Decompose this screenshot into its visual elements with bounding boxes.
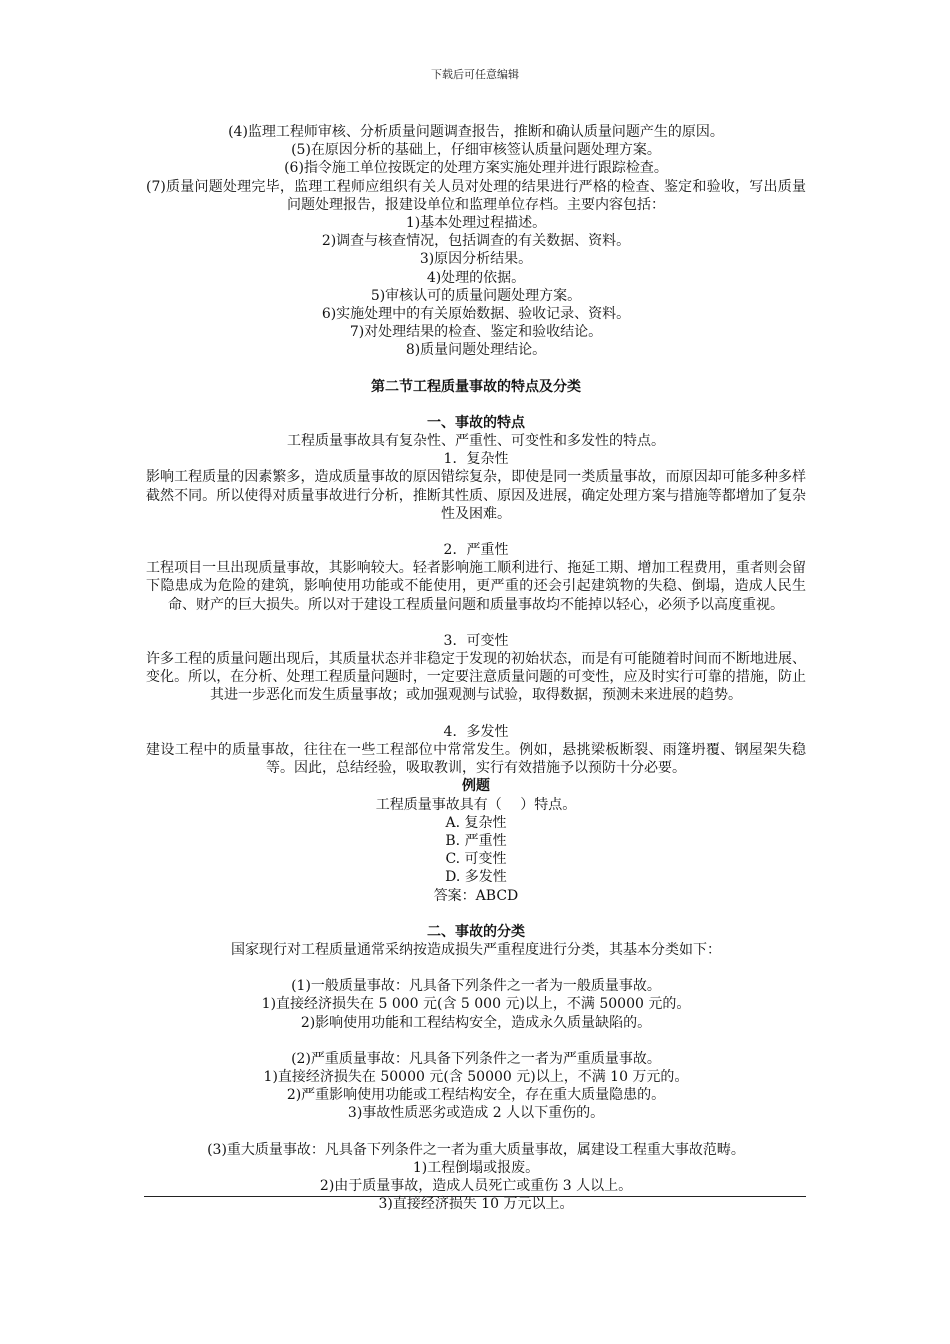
feature-4-title: 4．多发性: [443, 723, 509, 740]
example-label: 例题: [462, 778, 490, 795]
class-1-item: 1)直接经济损失在 5 000 元(含 5 000 元)以上，不满 50000 元的。: [261, 996, 691, 1013]
report-item: 1)基本处理过程描述。: [405, 215, 547, 232]
class-2-item: 3)事故性质恶劣或造成 2 人以下重伤的。: [347, 1105, 605, 1122]
report-item: 2)调查与核查情况，包括调查的有关数据、资料。: [321, 233, 631, 250]
class-3-item: 1)工程倒塌或报废。: [412, 1159, 540, 1176]
example-answer: 答案：ABCD: [433, 887, 519, 904]
section-title: 第二节工程质量事故的特点及分类: [371, 378, 581, 395]
example-option: A. 复杂性: [445, 814, 507, 831]
report-item: 8)质量问题处理结论。: [405, 342, 547, 359]
report-item: 5)审核认可的质量问题处理方案。: [370, 287, 582, 304]
step-6: (6)指令施工单位按既定的处理方案实施处理并进行跟踪检查。: [284, 160, 668, 177]
features-heading: 一、事故的特点: [427, 414, 525, 431]
class-3-title: (3)重大质量事故：凡具备下列条件之一者为重大质量事故，属建设工程重大事故范畴。: [207, 1141, 745, 1158]
class-2-item: 2)严重影响使用功能或工程结构安全，存在重大质量隐患的。: [286, 1087, 666, 1104]
class-3-item: 3)直接经济损失 10 万元以上。: [378, 1196, 574, 1213]
example-option: B. 严重性: [445, 832, 507, 849]
class-2-title: (2)严重质量事故：凡具备下列条件之一者为严重质量事故。: [291, 1050, 661, 1067]
step-5: (5)在原因分析的基础上，仔细审核签认质量问题处理方案。: [291, 142, 661, 159]
feature-4-body: 建设工程中的质量事故，往往在一些工程部位中常常发生。例如，悬挑梁板断裂、雨篷坍覆、钢屋架失稳等。因此，总结经验，吸取教训，实行有效措施予以预防十分必要。: [146, 741, 806, 777]
class-1-item: 2)影响使用功能和工程结构安全，造成永久质量缺陷的。: [300, 1014, 652, 1031]
page-header: 下载后可任意编辑: [431, 68, 519, 81]
report-item: 6)实施处理中的有关原始数据、验收记录、资料。: [321, 306, 631, 323]
document-body: [146, 123, 806, 1213]
feature-1-body: 影响工程质量的因素繁多，造成质量事故的原因错综复杂，即使是同一类质量事故，而原因却可能多种多样截然不同。所以使得对质量事故进行分析，推断其性质、原因及进展，确定处理方案与措施等都增加了复杂性及困难。: [146, 469, 806, 522]
report-item: 4)处理的依据。: [426, 269, 526, 286]
step-7: (7)质量问题处理完毕，监理工程师应组织有关人员对处理的结果进行严格的检查、鉴定和验收，写出质量问题处理报告，报建设单位和监理单位存档。主要内容包括：: [146, 178, 806, 213]
class-2-item: 1)直接经济损失在 50000 元(含 50000 元)以上，不满 10 万元的。: [263, 1068, 689, 1085]
report-item: 3)原因分析结果。: [419, 251, 533, 268]
page-bottom-rule: [144, 1196, 806, 1197]
class-3-item: 2)由于质量事故，造成人员死亡或重伤 3 人以上。: [319, 1177, 633, 1194]
classification-heading: 二、事故的分类: [427, 923, 525, 940]
features-intro: 工程质量事故具有复杂性、严重性、可变性和多发性的特点。: [287, 433, 665, 450]
report-item: 7)对处理结果的检查、鉴定和验收结论。: [349, 324, 603, 341]
feature-3-title: 3．可变性: [443, 632, 509, 649]
example-question: 工程质量事故具有（ ）特点。: [375, 796, 577, 813]
feature-2-body: 工程项目一旦出现质量事故，其影响较大。轻者影响施工顺利进行、拖延工期、增加工程费用，重者则会留下隐患成为危险的建筑，影响使用功能或不能使用，更严重的还会引起建筑物的失稳、倒塌，造成人民生命、财产的巨大损失。所以对于建设工程质量问题和质量事故均不能掉以轻心，必须予以高度重视。: [146, 560, 806, 613]
feature-2-title: 2．严重性: [443, 542, 509, 559]
feature-3-body: 许多工程的质量问题出现后，其质量状态并非稳定于发现的初始状态，而是有可能随着时间而不断地进展、变化。所以，在分析、处理工程质量问题时，一定要注意质量问题的可变性，应及时实行可靠的措施，防止其进一步恶化而发生质量事故；或加强观测与试验，取得数据，预测未来进展的趋势。: [146, 651, 806, 704]
example-option: C. 可变性: [445, 851, 507, 868]
feature-1-title: 1．复杂性: [443, 451, 509, 468]
classification-intro: 国家现行对工程质量通常采纳按造成损失严重程度进行分类，其基本分类如下：: [231, 941, 721, 958]
example-option: D. 多发性: [445, 869, 507, 886]
step-4: (4)监理工程师审核、分析质量问题调查报告，推断和确认质量问题产生的原因。: [228, 124, 724, 140]
class-1-title: (1)一般质量事故：凡具备下列条件之一者为一般质量事故。: [291, 978, 661, 995]
